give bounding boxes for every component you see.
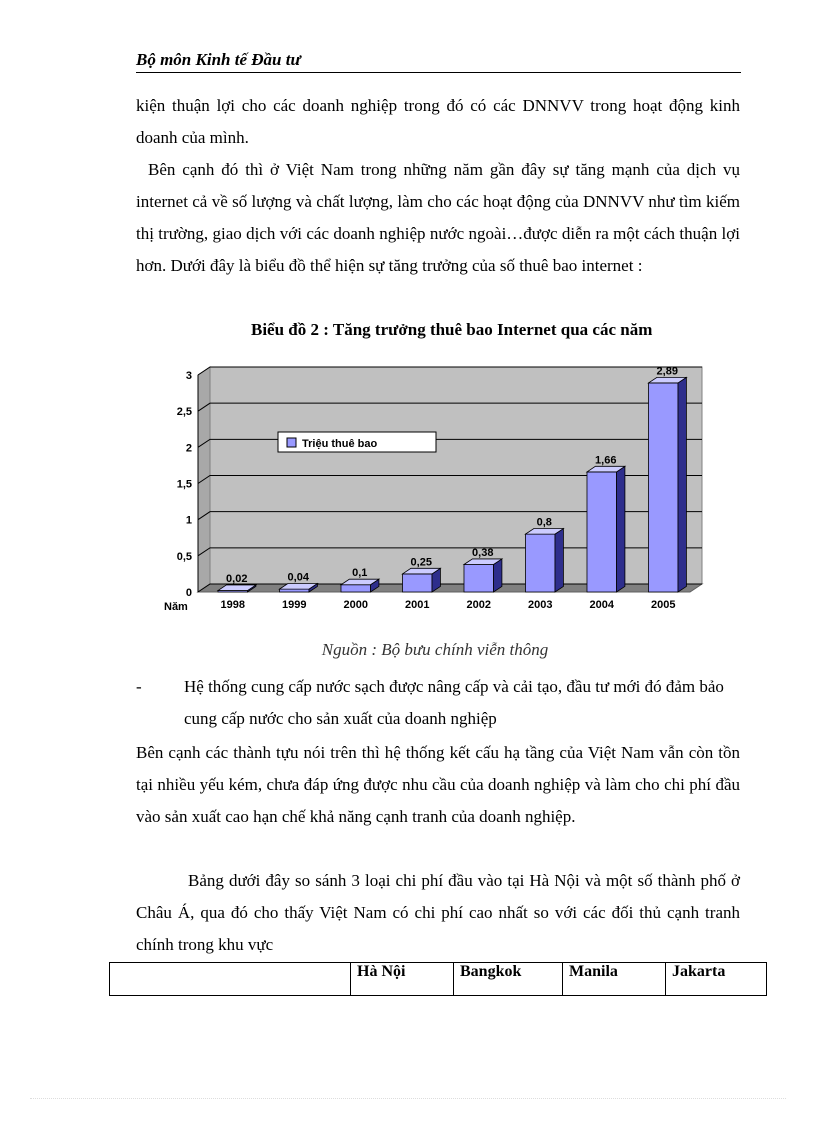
bar-front bbox=[587, 472, 617, 592]
bar-side bbox=[617, 466, 625, 592]
legend-label: Triệu thuê bao bbox=[302, 438, 378, 450]
page-footer-divider bbox=[30, 1098, 786, 1099]
y-tick-label: 0 bbox=[185, 587, 192, 599]
bar-side bbox=[678, 377, 686, 592]
value-label: 0,04 bbox=[287, 571, 309, 584]
cost-comparison-table bbox=[109, 962, 767, 996]
paragraph-2: Bên cạnh đó thì ở Việt Nam trong những năm gần đây sự tăng mạnh của dịch vụ internet cả về số lượng và chất lượng, làm cho các hoạt động của DNNVV như tìm kiếm thị trường, giao dịch với các doanh nghiệp nước ngoài…được diễn ra một cách thuận lợi hơn. Dưới đây là biểu đồ thể hiện sự tăng trưởng của số thuê bao internet : bbox=[136, 160, 740, 275]
table-header-manila: Manila bbox=[563, 963, 666, 996]
y-tick-label: 2,5 bbox=[176, 406, 192, 419]
value-label: 0,02 bbox=[226, 572, 248, 585]
subscriber-bar-chart bbox=[160, 360, 720, 620]
table-header-jakarta: Jakarta bbox=[666, 963, 767, 996]
x-axis-title: Năm bbox=[164, 601, 188, 613]
x-tick-label: 2000 bbox=[343, 599, 368, 611]
table-header-row bbox=[110, 963, 767, 996]
y-tick-label: 2 bbox=[185, 442, 192, 455]
chart-source: Nguồn : Bộ bưu chính viễn thông bbox=[321, 640, 549, 659]
x-tick-label: 2001 bbox=[405, 599, 430, 611]
bar-front bbox=[525, 534, 555, 592]
paragraph-3: Bên cạnh các thành tựu nói trên thì hệ thống kết cấu hạ tầng của Việt Nam vẫn còn tồn tại nhiều yếu kém, chưa đáp ứng được nhu cầu của doanh nghiệp và làm cho chi phí đầu vào sản xuất cao hạn chế khả năng cạnh tranh của doanh nghiệp. bbox=[136, 743, 740, 826]
bar-front bbox=[341, 585, 371, 592]
x-tick-label: 2004 bbox=[589, 599, 614, 611]
chart-floor bbox=[198, 584, 702, 592]
chart-caption: Biểu đồ 2 : Tăng trưởng thuê bao Internet qua các năm bbox=[251, 320, 653, 339]
bar-front bbox=[648, 383, 678, 592]
bullet-item bbox=[136, 671, 740, 735]
table-cell-blank bbox=[110, 963, 351, 996]
y-tick-label: 0,5 bbox=[176, 550, 192, 563]
bar-front bbox=[279, 589, 309, 592]
chart-legend bbox=[278, 432, 436, 452]
value-label: 0,8 bbox=[536, 516, 552, 529]
legend-swatch bbox=[287, 438, 296, 447]
paragraph-1: kiện thuận lợi cho các doanh nghiệp trong đó có các DNNVV trong hoạt động kinh doanh của mình. bbox=[136, 96, 740, 147]
value-label: 0,25 bbox=[410, 556, 432, 569]
bullet-text: Hệ thống cung cấp nước sạch được nâng cấp và cải tạo, đầu tư mới đó đảm bảo cung cấp nước cho sản xuất của doanh nghiệp bbox=[184, 677, 724, 728]
table-header-bangkok: Bangkok bbox=[454, 963, 563, 996]
value-label: 1,66 bbox=[595, 454, 617, 467]
chart-walls bbox=[198, 367, 702, 592]
bar-side bbox=[555, 529, 563, 592]
y-tick-label: 1,5 bbox=[176, 478, 192, 491]
x-tick-label: 1999 bbox=[282, 599, 307, 611]
table-header-hanoi: Hà Nội bbox=[351, 963, 454, 996]
x-tick-label: 2003 bbox=[528, 599, 553, 611]
page-header: Bộ môn Kinh tế Đầu tư bbox=[136, 50, 741, 73]
bar-front bbox=[402, 574, 432, 592]
y-tick-label: 1 bbox=[185, 514, 192, 527]
paragraph-4: Bảng dưới đây so sánh 3 loại chi phí đầu vào tại Hà Nội và một số thành phố ở Châu Á, qua đó cho thấy Việt Nam có chi phí cao nhất so với các đối thủ cạnh tranh chính trong khu vực bbox=[136, 871, 740, 954]
value-label: 0,38 bbox=[472, 546, 494, 559]
bullet-dash: - bbox=[136, 677, 142, 696]
bar-front bbox=[464, 565, 494, 592]
x-tick-label: 2005 bbox=[651, 599, 676, 611]
y-tick-label: 3 bbox=[185, 370, 192, 382]
value-label: 2,89 bbox=[656, 365, 678, 378]
value-label: 0,1 bbox=[352, 567, 368, 580]
x-tick-label: 2002 bbox=[466, 599, 491, 611]
x-tick-label: 1998 bbox=[220, 599, 245, 611]
